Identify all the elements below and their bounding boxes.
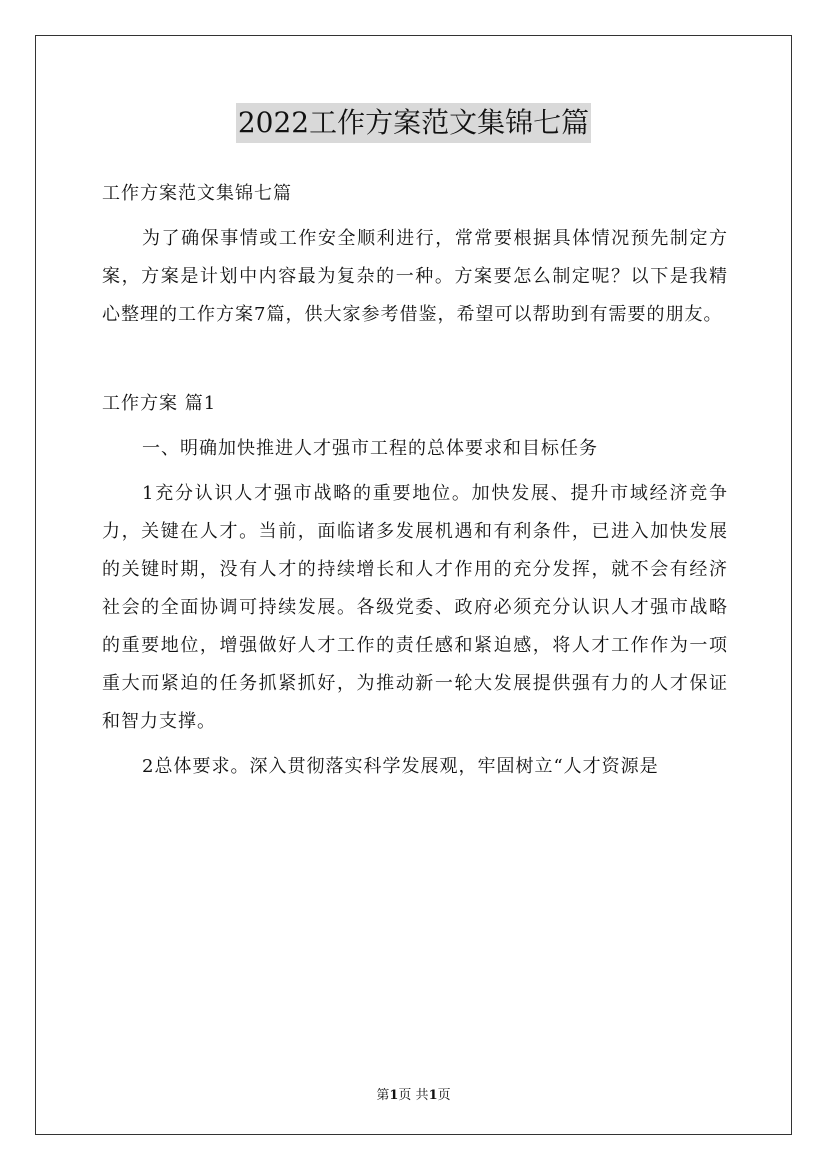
footer-page-number: 1 xyxy=(389,1088,399,1103)
paragraph-1: 1充分认识人才强市战略的重要地位。加快发展、提升市域经济竞争力，关键在人才。当前，面临诸多发展机遇和有利条件，已进入加快发展的关键时期，没有人才的持续增长和人才作用的充分发挥，就不会有经济社会的全面协调可持续发展。各级党委、政府必须充分认识人才强市战略的重要地位，增强做好人才工作的责任感和紧迫感，将人才工作作为一项重大而紧迫的任务抓紧抓好，为推动新一轮大发展提供强有力的人才保证和智力支撑。 xyxy=(102,483,728,732)
document-body xyxy=(102,175,728,786)
page-footer xyxy=(0,1084,827,1103)
footer-mid: 页 共 xyxy=(398,1088,429,1103)
footer-total-pages: 1 xyxy=(428,1088,438,1103)
paragraph-2: 2总体要求。深入贯彻落实科学发展观，牢固树立“人才资源是 xyxy=(142,756,659,777)
document-title-wrap xyxy=(0,103,827,143)
footer-suffix: 页 xyxy=(437,1088,451,1103)
footer-prefix: 第 xyxy=(376,1088,390,1103)
intro-paragraph: 为了确保事情或工作安全顺利进行，常常要根据具体情况预先制定方案，方案是计划中内容最为复杂的一种。方案要怎么制定呢？以下是我精心整理的工作方案7篇，供大家参考借鉴，希望可以帮助到有需要的朋友。 xyxy=(102,228,728,325)
document-title: 2022工作方案范文集锦七篇 xyxy=(236,103,591,143)
document-subtitle: 工作方案范文集锦七篇 xyxy=(102,183,292,204)
section-heading: 工作方案 篇1 xyxy=(102,393,217,414)
section-subheading: 一、明确加快推进人才强市工程的总体要求和目标任务 xyxy=(142,438,598,459)
